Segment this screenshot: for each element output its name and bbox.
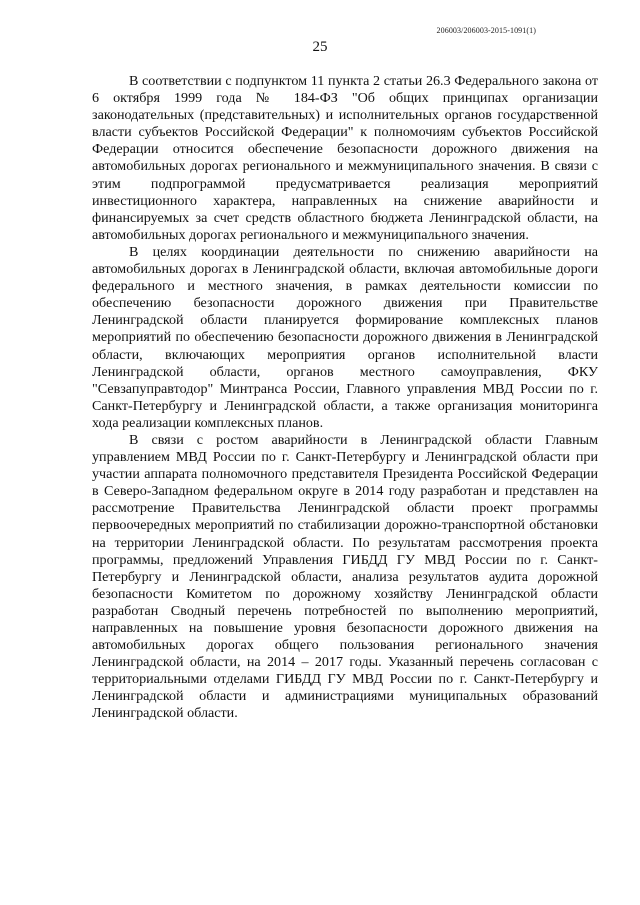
paragraph-coordination: В целях координации деятельности по снижению аварийности на автомобильных дорогах в Ленинградской области, включая автомобильные дороги федерального и местного значения, в рамках деятельности комиссии по обеспечению безопасности дорожного движения при Правительстве Ленинградской области планируется формирование комплексных планов мероприятий по обеспечению безопасности дорожного движения в Ленинградской области, включающих мероприятия органов исполнительной власти Ленинградской области, органов местного самоуправления, ФКУ "Севзапуправтодор" Минтранса России, Главного управления МВД России по г. Санкт-Петербургу и Ленинградской области, а также организация мониторинга хода реализации комплексных планов. <box>92 243 598 431</box>
paragraph-legal-basis: В соответствии с подпунктом 11 пункта 2 статьи 26.3 Федерального закона от 6 октября 1999 года № 184-ФЗ "Об общих принципах организации законодательных (представительных) и исполнительных органов государственной власти субъектов Российской Федерации" к полномочиям субъектов Российской Федерации относится обеспечение безопасности дорожного движения на автомобильных дорогах регионального и межмуниципального значения. В связи с этим подпрограммой предусматривается реализация мероприятий инвестиционного характера, направленных на снижение аварийности и финансируемых за счет средств областного бюджета Ленинградской области, на автомобильных дорогах регионального и межмуниципального значения. <box>92 73 598 243</box>
document-code: 206003/206003-2015-1091(1) <box>436 26 536 35</box>
body-text <box>92 73 598 723</box>
paragraph-program-development: В связи с ростом аварийности в Ленинградской области Главным управлением МВД России по г. Санкт-Петербургу и Ленинградской области при участии аппарата полномочного представителя Президента Российской Федерации в Северо-Западном федеральном округе в 2014 году разработан и представлен на рассмотрение Правительства Ленинградской области проект программы первоочередных мероприятий по стабилизации дорожно-транспортной обстановки на территории Ленинградской области. По результатам рассмотрения проекта программы, предложений Управления ГИБДД ГУ МВД России по г. Санкт-Петербургу и Ленинградской области, анализа результатов аудита дорожной безопасности Комитетом по дорожному хозяйству Ленинградской области разработан Сводный перечень потребностей по выполнению мероприятий, направленных на повышение уровня безопасности дорожного движения на автомобильных дорогах общего пользования регионального значения Ленинградской области, на 2014 – 2017 годы. Указанный перечень согласован с территориальными отделами ГИБДД ГУ МВД России по г. Санкт-Петербургу и Ленинградской области и администрациями муниципальных образований Ленинградской области. <box>92 431 598 722</box>
page-number: 25 <box>312 39 328 55</box>
